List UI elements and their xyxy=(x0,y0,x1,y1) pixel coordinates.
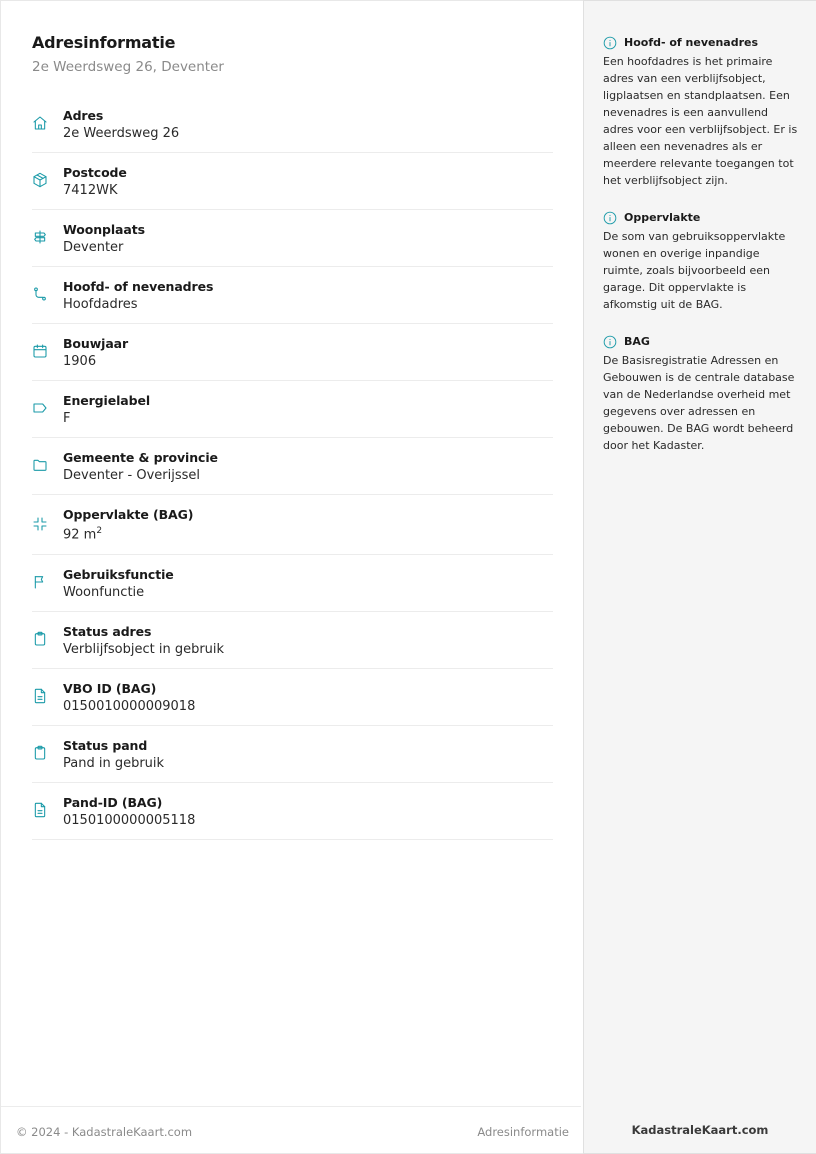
row-value: 7412WK xyxy=(63,183,118,198)
note-title: Hoofd- of nevenadres xyxy=(624,36,759,49)
info-row-postcode xyxy=(32,153,553,210)
flag-icon xyxy=(32,574,48,590)
note-header xyxy=(603,332,799,352)
row-label: Oppervlakte (BAG) xyxy=(63,507,194,522)
explanation-sidebar xyxy=(583,0,816,1154)
row-label: Gebruiksfunctie xyxy=(63,567,174,582)
note-hoofd-nevenadres xyxy=(603,33,799,189)
route-icon xyxy=(32,286,48,302)
row-label: Gemeente & provincie xyxy=(63,450,218,465)
note-text: Een hoofdadres is het primaire adres van een verblijfsobject, ligplaatsen en standplaatsen. Een nevenadres is een aanvullend adres voor een verblijfsobject. Er is alleen een nevenadres als er meerdere relevante toegangen tot het verblijfsobject zijn. xyxy=(603,55,798,187)
row-value: Pand in gebruik xyxy=(63,756,165,771)
calendar-icon xyxy=(32,343,48,359)
row-label: Hoofd- of nevenadres xyxy=(63,279,214,294)
info-row-hoofd-nevenadres xyxy=(32,267,553,324)
info-row-adres xyxy=(32,96,553,153)
file-text-icon xyxy=(32,802,48,818)
note-header xyxy=(603,33,799,53)
minimize-icon xyxy=(32,516,48,532)
row-label: Bouwjaar xyxy=(63,336,129,351)
note-title: Oppervlakte xyxy=(624,211,701,224)
info-row-status-pand xyxy=(32,726,553,783)
page-title: Adresinformatie xyxy=(32,33,176,52)
row-label: Woonplaats xyxy=(63,222,145,237)
row-value: Deventer xyxy=(63,240,124,255)
clipboard-icon xyxy=(32,631,48,647)
row-value: 2e Weerdsweg 26 xyxy=(63,126,180,141)
info-row-vbo-id xyxy=(32,669,553,726)
info-icon xyxy=(603,35,617,49)
info-icon xyxy=(603,334,617,348)
row-label: Pand-ID (BAG) xyxy=(63,795,163,810)
area-value: 92 m xyxy=(63,527,97,543)
home-icon xyxy=(32,115,48,131)
note-text: De som van gebruiksoppervlakte wonen en overige inpandige ruimte, zoals bijvoorbeeld een garage. Dit oppervlakte is afkomstig uit de BAG. xyxy=(603,230,786,311)
row-label: Adres xyxy=(63,108,104,123)
row-value: Woonfunctie xyxy=(63,585,145,600)
row-value: 1906 xyxy=(63,354,97,369)
signpost-icon xyxy=(32,229,48,245)
row-label: Energielabel xyxy=(63,393,151,408)
info-row-energielabel xyxy=(32,381,553,438)
note-header xyxy=(603,208,799,228)
file-text-icon xyxy=(32,688,48,704)
info-row-oppervlakte xyxy=(32,495,553,555)
note-bag xyxy=(603,332,799,454)
row-label: Status pand xyxy=(63,738,148,753)
area-unit-exponent: 2 xyxy=(96,526,103,536)
row-value: 0150100000005118 xyxy=(63,813,196,828)
info-row-status-adres xyxy=(32,612,553,669)
row-label: VBO ID (BAG) xyxy=(63,681,157,696)
row-value: 0150010000009018 xyxy=(63,699,196,714)
page-footer xyxy=(1,1106,581,1154)
info-row-gemeente-provincie xyxy=(32,438,553,495)
note-text: De Basisregistratie Adressen en Gebouwen is de centrale database van de Nederlandse overheid met gegevens over adressen en gebouwen. De BAG wordt beheerd door het Kadaster. xyxy=(603,354,795,452)
row-label: Status adres xyxy=(63,624,152,639)
info-row-gebruiksfunctie xyxy=(32,555,553,612)
page-subtitle: 2e Weerdsweg 26, Deventer xyxy=(32,59,224,75)
folder-icon xyxy=(32,457,48,473)
row-value: Deventer - Overijssel xyxy=(63,468,200,483)
row-value: Hoofdadres xyxy=(63,297,138,312)
row-value: F xyxy=(63,411,71,426)
package-icon xyxy=(32,172,48,188)
info-list xyxy=(32,96,553,840)
info-row-bouwjaar xyxy=(32,324,553,381)
footer-copyright: © 2024 - KadastraleKaart.com xyxy=(16,1125,193,1139)
note-title: BAG xyxy=(624,335,650,348)
note-oppervlakte xyxy=(603,208,799,313)
footer-section-title: Adresinformatie xyxy=(477,1125,569,1139)
clipboard-icon xyxy=(32,745,48,761)
info-icon xyxy=(603,210,617,224)
row-value xyxy=(63,526,102,542)
row-label: Postcode xyxy=(63,165,127,180)
tag-icon xyxy=(32,400,48,416)
info-row-woonplaats xyxy=(32,210,553,267)
info-row-pand-id xyxy=(32,783,553,840)
brand-name[interactable]: KadastraleKaart.com xyxy=(631,1123,769,1137)
row-value: Verblijfsobject in gebruik xyxy=(63,642,225,657)
